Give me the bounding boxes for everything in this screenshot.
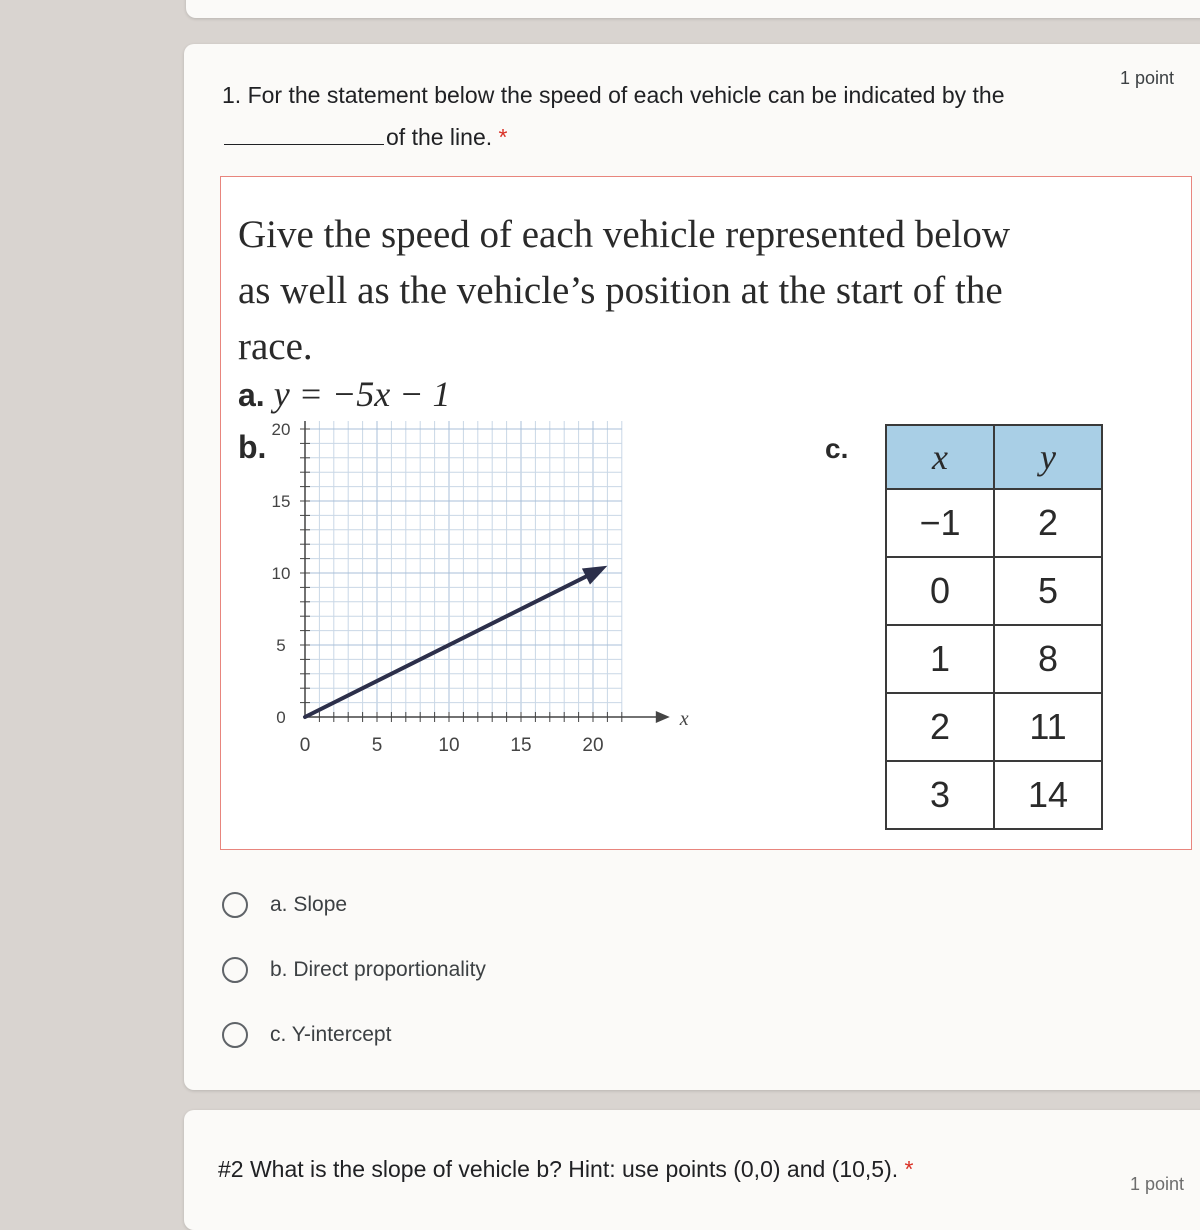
answer-options	[222, 872, 486, 1067]
y-tick-label: 0	[276, 708, 286, 727]
table-cell-x: 0	[886, 557, 994, 625]
y-tick-label: 5	[276, 636, 286, 655]
graph-series	[305, 566, 607, 717]
table-cell-y: 5	[994, 557, 1102, 625]
option-y-intercept[interactable]	[222, 1002, 486, 1067]
problem-title: Give the speed of each vehicle represented below as well as the vehicle’s position at the start of the race.	[238, 213, 1011, 368]
x-tick-label: 10	[438, 735, 460, 756]
table-cell-x: 1	[886, 625, 994, 693]
table-cell-y: 11	[994, 693, 1102, 761]
table-cell-x: 2	[886, 693, 994, 761]
option-direct-proportionality[interactable]	[222, 937, 486, 1002]
vehicle-b-graph	[271, 421, 691, 821]
table-row	[886, 557, 1102, 625]
series-arrowhead	[582, 566, 607, 585]
previous-card	[186, 0, 1200, 18]
table-row	[886, 693, 1102, 761]
x-axis-label: x	[679, 708, 689, 730]
table-cell-y: 14	[994, 761, 1102, 829]
table-header-x: x	[886, 425, 994, 489]
required-asterisk: *	[904, 1156, 914, 1182]
radio-button[interactable]	[222, 892, 248, 918]
part-a-label: a.	[238, 377, 265, 413]
x-tick-label: 20	[582, 735, 604, 756]
option-label: c. Y-intercept	[270, 1022, 392, 1046]
x-tick-label: 15	[510, 735, 532, 756]
table-cell-y: 2	[994, 489, 1102, 557]
part-b-label: b.	[238, 429, 267, 465]
question-card-1	[184, 44, 1200, 1090]
question-1-points: 1 point	[1119, 68, 1174, 88]
y-tick-label: 20	[271, 421, 291, 439]
part-a-equation: y = −5x − 1	[273, 374, 451, 414]
y-tick-label: 15	[271, 492, 291, 511]
graph-axes	[299, 421, 670, 723]
table-cell-x: 3	[886, 761, 994, 829]
option-label: b. Direct proportionality	[270, 957, 486, 981]
radio-button[interactable]	[222, 1022, 248, 1048]
table-header-row	[886, 425, 1102, 489]
table-row	[886, 761, 1102, 829]
x-tick-label: 0	[299, 735, 311, 756]
x-tick-label: 5	[371, 735, 383, 756]
question-2-points: 1 point	[1129, 1174, 1184, 1194]
question-1-prompt-end: of the line.	[386, 124, 493, 150]
x-axis-arrow	[656, 711, 670, 723]
xy-table	[885, 424, 1103, 830]
option-slope[interactable]	[222, 872, 486, 937]
y-tick-label: 10	[271, 564, 291, 583]
option-label: a. Slope	[270, 892, 348, 916]
table-cell-y: 8	[994, 625, 1102, 693]
table-row	[886, 625, 1102, 693]
question-card-2	[184, 1110, 1200, 1230]
part-c-label: c.	[825, 433, 849, 464]
question-2-text	[218, 1156, 914, 1183]
question-1-text	[222, 74, 1082, 158]
blank-line	[224, 126, 384, 145]
required-asterisk: *	[498, 124, 508, 150]
question-2-prompt: #2 What is the slope of vehicle b? Hint: use points (0,0) and (10,5).	[218, 1156, 899, 1182]
table-row	[886, 489, 1102, 557]
problem-image	[220, 176, 1192, 850]
radio-button[interactable]	[222, 957, 248, 983]
graph-grid	[305, 421, 622, 717]
series-line	[305, 577, 586, 717]
table-c-wrap	[885, 424, 1103, 830]
question-1-prompt: 1. For the statement below the speed of each vehicle can be indicated by the	[222, 82, 1005, 108]
table-header-y: y	[994, 425, 1102, 489]
table-cell-x: −1	[886, 489, 994, 557]
part-a	[238, 373, 451, 415]
